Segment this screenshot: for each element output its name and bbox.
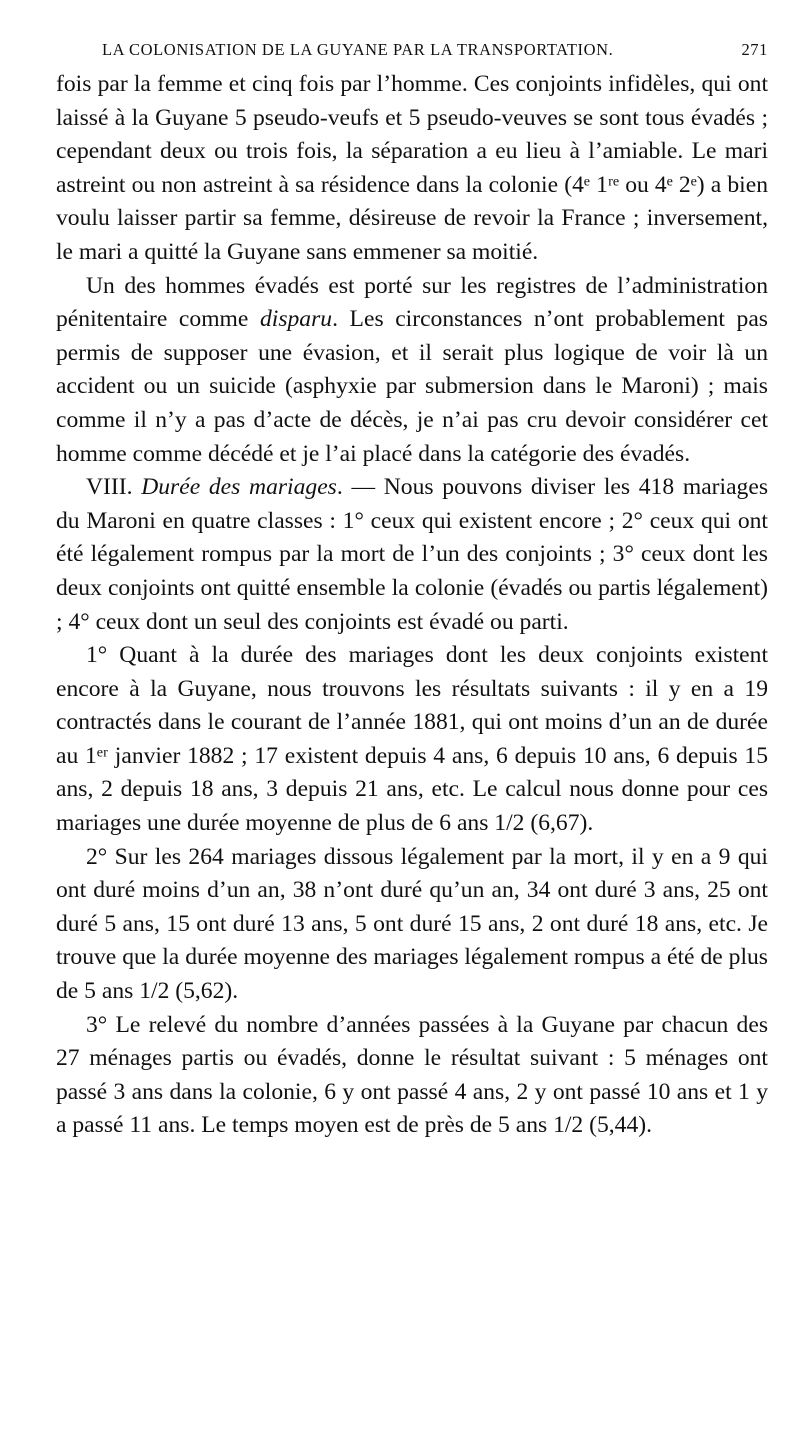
paragraph-1: fois par la femme et cinq fois par l’homme. Ces conjoints infidèles, qui ont laissé à la Guyane 5 pseudo-veufs et 5 pseudo-veuves se sont tous évadés ; cependant deux ou trois fois, la séparation a eu lieu à l’amiable. Le mari astreint ou non astreint à sa résidence dans la colonie (4ᵉ 1ʳᵉ ou 4ᵉ 2ᵉ) a bien voulu laisser partir sa femme, désireuse de revoir la France ; inversement, le mari a quitté la Guyane sans emmener sa moitié. <box>56 71 768 265</box>
paragraph-2-italic-term: disparu <box>259 306 333 333</box>
paragraph-2 <box>56 270 768 472</box>
paragraph-5: 2° Sur les 264 mariages dissous légalement par la mort, il y en a 9 qui ont duré moins d’un an, 38 n’ont duré qu’un an, 34 ont duré 3 ans, 25 ont duré 5 ans, 15 ont duré 13 ans, 5 ont duré 15 ans, 2 ont duré 18 ans, etc. Je trouve que la durée moyenne des mariages légalement rompus a été de plus de 5 ans 1/2 (5,62). <box>56 843 768 1005</box>
running-title: LA COLONISATION DE LA GUYANE PAR LA TRANSPORTATION. <box>102 40 614 59</box>
body-text <box>56 68 768 1143</box>
paragraph-6: 3° Le relevé du nombre d’années passées à la Guyane par chacun des 27 ménages partis ou évadés, donne le résultat suivant : 5 ménages ont passé 3 ans dans la colonie, 6 y ont passé 4 ans, 2 y ont passé 10 ans et 1 y a passé 11 ans. Le temps moyen est de près de 5 ans 1/2 (5,44). <box>56 1011 768 1139</box>
page-number: 271 <box>741 40 768 59</box>
paragraph-4: 1° Quant à la durée des mariages dont les deux conjoints existent encore à la Guyane, nous trouvons les résultats suivants : il y en a 19 contractés dans le courant de l’année 1881, qui ont moins d’un an de durée au 1ᵉʳ janvier 1882 ; 17 existent depuis 4 ans, 6 depuis 10 ans, 6 depuis 15 ans, 2 depuis 18 ans, 3 depuis 21 ans, etc. Le calcul nous donne pour ces mariages une durée moyenne de plus de 6 ans 1/2 (6,67). <box>56 642 768 837</box>
section-number: VIII. <box>86 474 142 501</box>
section-heading: Durée des mariages <box>141 474 337 501</box>
book-page <box>56 40 768 1143</box>
section-viii-paragraph <box>56 471 768 639</box>
section-viii-text: . — Nous pouvons diviser les 418 mariages du Maroni en quatre classes : 1° ceux qui existent encore ; 2° ceux qui ont été légalement rompus par la mort de l’un des conjoints ; 3° ceux dont les deux conjoints ont quitté ensemble la colonie (évadés ou partis légalement) ; 4° ceux dont un seul des conjoints est évadé ou parti. <box>56 474 769 635</box>
running-head <box>56 40 768 60</box>
paragraph-2-text-before: Un des hommes évadés est porté sur les registres de l’administration pénitentaire comme <box>56 272 768 333</box>
paragraph-2-text-after: . Les circonstances n’ont probablement pas permis de supposer une évasion, et il serait plus logique de voir là un accident ou un suicide (asphyxie par submersion dans le Maroni) ; mais comme il n’y a pas d’acte de décès, je n’ai pas cru devoir considérer cet homme comme décédé et je l’ai placé dans la catégorie des évadés. <box>56 306 768 467</box>
